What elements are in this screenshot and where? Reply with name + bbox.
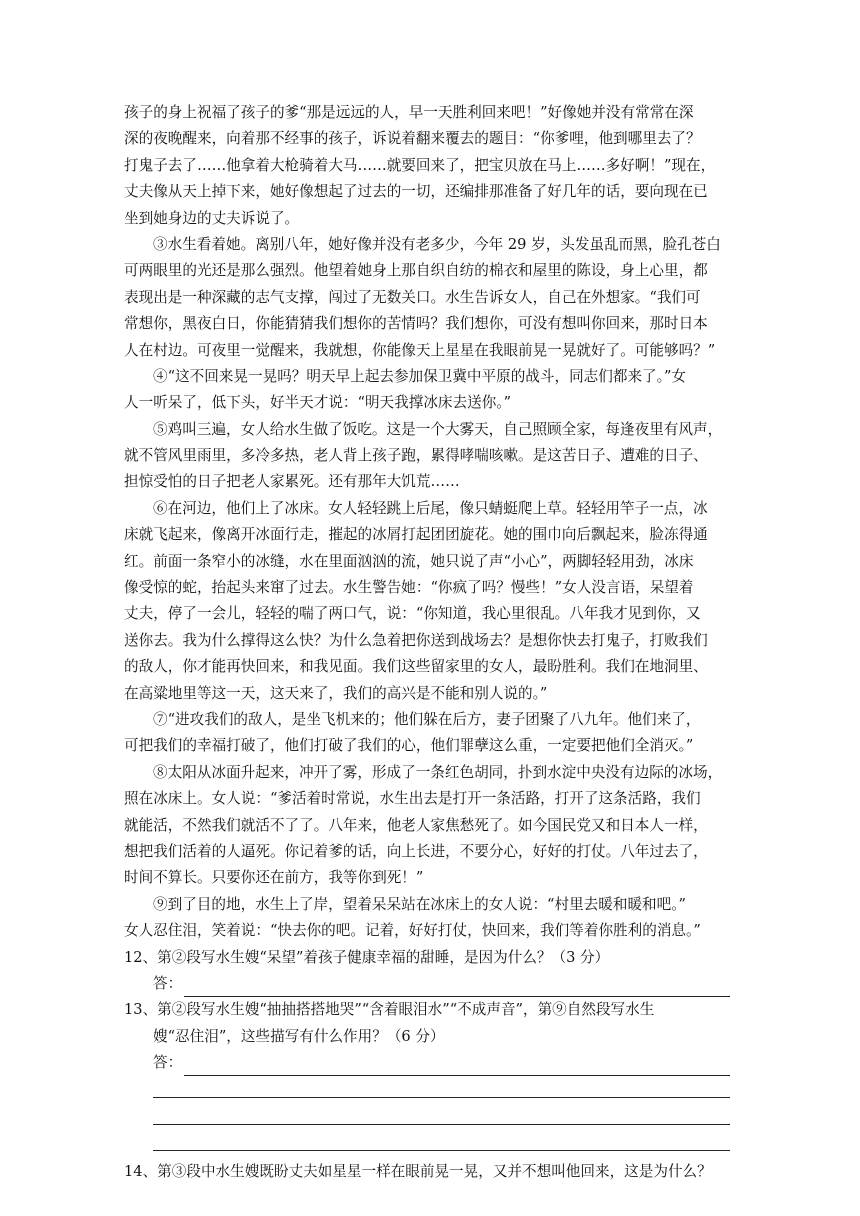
text-line: 照在冰床上。女人说：“爹活着时常说，水生出去是打开一条活路，打开了这条活路，我们 xyxy=(124,790,701,808)
text-line: ⑨到了目的地，水生上了岸，望着呆呆站在冰床上的女人说：“村里去暖和暖和吧。” xyxy=(153,895,686,913)
question-text: 14、第③段中水生嫂既盼丈夫如星星一样在眼前晃一晃，又并不想叫他回来，这是为什么？ xyxy=(124,1163,712,1181)
question-text: 12、第②段写水生嫂“呆望”着孩子健康幸福的甜睡，是因为什么？（3 分） xyxy=(124,948,610,966)
text-line: 丈夫像从天上掉下来，她好像想起了过去的一切，还编排那准备了好几年的话，要向现在已 xyxy=(124,183,708,201)
answer-line[interactable] xyxy=(184,977,730,997)
text-line: ⑥在河边，他们上了冰床。女人轻轻跳上后尾，像只蜻蜓爬上草。轻轻用竿子一点，冰 xyxy=(153,499,708,517)
text-line: 可两眼里的光还是那么强烈。他望着她身上那自织自纺的棉衣和屋里的陈设，身上心里，都 xyxy=(124,262,708,280)
answer-line[interactable] xyxy=(153,1076,730,1098)
text-line: ⑧太阳从冰面升起来，冲开了雾，形成了一条红色胡同，扑到水淀中央没有边际的冰场， xyxy=(153,763,723,781)
text-line: 在高粱地里等这一天，这天来了，我们的高兴是不能和别人说的。” xyxy=(124,684,548,702)
passage-paragraph-9 xyxy=(124,892,736,945)
text-line: 常想你，黑夜白日，你能猜猜我们想你的苦情吗？我们想你，可没有想叫你回来，那时日本 xyxy=(124,315,708,333)
text-line: ③水生看着她。离别八年，她好像并没有老多少，今年 29 岁，头发虽乱而黑，脸孔苍白 xyxy=(153,235,721,253)
text-line: 人一听呆了，低下头，好半天才说：“明天我撑冰床去送你。” xyxy=(124,394,512,412)
passage-paragraph-5 xyxy=(124,417,736,496)
answer-field[interactable] xyxy=(124,971,736,997)
passage-paragraph-6 xyxy=(124,496,736,707)
text-line: ④“这不回来晃一晃吗？明天早上起去参加保卫冀中平原的战斗，同志们都来了。”女 xyxy=(153,367,686,385)
text-line: ⑤鸡叫三遍，女人给水生做了饭吃。这是一个大雾天，自己照顾全家，每逢夜里有风声， xyxy=(153,420,723,438)
document-page xyxy=(124,100,736,1186)
question-text: 嫂“忍住泪”，这些描写有什么作用？（6 分） xyxy=(153,1027,445,1045)
answer-field[interactable] xyxy=(124,1050,736,1076)
text-line: 深的夜晚醒来，向着那不经事的孩子，诉说着翻来覆去的题目：“你爹哩，他到哪里去了？ xyxy=(124,130,701,148)
answer-line[interactable] xyxy=(184,1056,730,1076)
text-line: 丈夫，停了一会儿，轻轻的喘了两口气，说：“你知道，我心里很乱。八年我才见到你，又 xyxy=(124,605,701,623)
question-13 xyxy=(124,997,736,1151)
answer-label: 答： xyxy=(153,974,183,992)
text-line: 坐到她身边的丈夫诉说了。 xyxy=(124,209,300,227)
text-line: 可把我们的幸福打破了，他们打破了我们的心，他们罪孽这么重，一定要把他们全消灭。” xyxy=(124,737,694,755)
answer-line[interactable] xyxy=(153,1098,730,1124)
passage-paragraph-4 xyxy=(124,364,736,417)
text-line: 红。前面一条窄小的冰缝，水在里面汹汹的流，她只说了声“小心”，两脚轻轻用劲，冰床 xyxy=(124,552,694,570)
text-line: 打鬼子去了……他拿着大枪骑着大马……就要回来了，把宝贝放在马上……多好啊！”现在， xyxy=(124,156,716,174)
passage-paragraph-8 xyxy=(124,760,736,892)
text-line: 人在村边。可夜里一觉醒来，我就想，你能像天上星星在我眼前晃一晃就好了。可能够吗？” xyxy=(124,341,716,359)
text-line: 时间不算长。只要你还在前方，我等你到死！” xyxy=(124,869,424,887)
text-line: 的敌人，你才能再快回来，和我见面。我们这些留家里的女人，最盼胜利。我们在地洞里、 xyxy=(124,658,708,676)
text-line: 床就飞起来，像离开冰面行走，摧起的冰屑打起团团旋花。她的围巾向后飘起来，脸冻得通 xyxy=(124,526,708,544)
text-line: 女人忍住泪，笑着说：“快去你的吧。记着，好好打仗，快回来，我们等着你胜利的消息。” xyxy=(124,922,701,940)
text-line: 表现出是一种深藏的志气支撑，闯过了无数关口。水生告诉女人，自己在外想家。“我们可 xyxy=(124,288,701,306)
question-text: 13、第②段写水生嫂“抽抽搭搭地哭”“含着眼泪水”“不成声音”，第⑨自然段写水生 xyxy=(124,1001,655,1019)
passage-paragraph-2-tail xyxy=(124,100,736,232)
text-line: 像受惊的蛇，抬起头来窜了过去。水生警告她：“你疯了吗？慢些！”女人没言语，呆望着 xyxy=(124,579,694,597)
text-line: 就不管风里雨里，多冷多热，老人背上孩子跑，累得哮喘咳嗽。是这苦日子、遭难的日子、 xyxy=(124,447,708,465)
text-line: 送你去。我为什么撑得这么快？为什么急着把你送到战场去？是想你快去打鬼子，打败我们 xyxy=(124,631,708,649)
text-line: 担惊受怕的日子把老人家累死。还有那年大饥荒…… xyxy=(124,473,460,491)
answer-label: 答： xyxy=(153,1054,183,1072)
text-line: 就能活，不然我们就活不了了。八年来，他老人家焦愁死了。如今国民党又和日本人一样， xyxy=(124,816,708,834)
question-12 xyxy=(124,945,736,998)
text-line: ⑦“进攻我们的敌人，是坐飞机来的；他们躲在后方，妻子团聚了八九年。他们来了， xyxy=(153,710,701,728)
passage-paragraph-3 xyxy=(124,232,736,364)
passage-paragraph-7 xyxy=(124,707,736,760)
answer-line[interactable] xyxy=(153,1125,730,1151)
text-line: 孩子的身上祝福了孩子的爹“那是远远的人，早一天胜利回来吧！”好像她并没有常常在深 xyxy=(124,104,694,121)
text-line: 想把我们活着的人逼死。你记着爹的话，向上长进，不要分心，好好的打仗。八年过去了， xyxy=(124,842,708,860)
question-14 xyxy=(124,1159,736,1185)
